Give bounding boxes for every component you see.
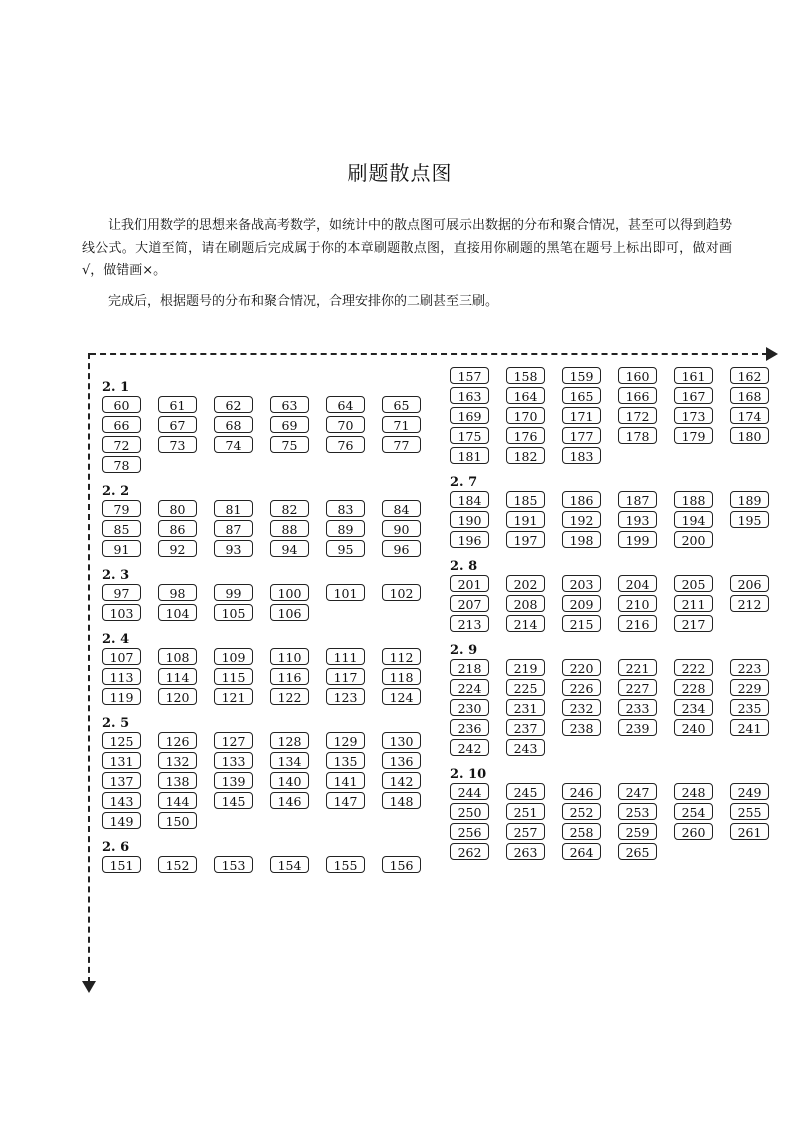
question-number-box[interactable]: 219 xyxy=(506,659,545,676)
number-grid xyxy=(102,856,432,873)
question-number-box[interactable]: 200 xyxy=(674,531,713,548)
question-number-box[interactable]: 106 xyxy=(270,604,309,621)
question-number-box[interactable]: 147 xyxy=(326,792,365,809)
question-number-box[interactable]: 86 xyxy=(158,520,197,537)
question-number-box[interactable]: 113 xyxy=(102,668,141,685)
question-number-box[interactable]: 65 xyxy=(382,396,421,413)
question-number-box[interactable]: 91 xyxy=(102,540,141,557)
question-number-box[interactable]: 94 xyxy=(270,540,309,557)
question-number-box[interactable]: 168 xyxy=(730,387,769,404)
question-number-box[interactable]: 135 xyxy=(326,752,365,769)
question-number-box[interactable]: 121 xyxy=(214,688,253,705)
number-grid xyxy=(450,575,780,632)
question-number-box[interactable]: 76 xyxy=(326,436,365,453)
question-number-box[interactable]: 232 xyxy=(562,699,601,716)
arrow-right-icon xyxy=(766,347,778,361)
question-number-box[interactable]: 99 xyxy=(214,584,253,601)
question-number-box[interactable]: 238 xyxy=(562,719,601,736)
number-grid xyxy=(450,659,780,756)
question-number-box[interactable]: 231 xyxy=(506,699,545,716)
question-number-box[interactable]: 150 xyxy=(158,812,197,829)
question-number-box[interactable]: 194 xyxy=(674,511,713,528)
question-number-box[interactable]: 175 xyxy=(450,427,489,444)
question-number-box[interactable]: 139 xyxy=(214,772,253,789)
section xyxy=(450,475,780,548)
question-number-box[interactable]: 235 xyxy=(730,699,769,716)
question-number-box[interactable]: 169 xyxy=(450,407,489,424)
question-number-box[interactable]: 155 xyxy=(326,856,365,873)
intro-paragraph-2: 完成后，根据题号的分布和聚合情况，合理安排你的二刷甚至三刷。 xyxy=(108,293,499,309)
question-number-box[interactable]: 124 xyxy=(382,688,421,705)
question-number-box[interactable]: 196 xyxy=(450,531,489,548)
question-number-box[interactable]: 108 xyxy=(158,648,197,665)
question-number-box[interactable]: 157 xyxy=(450,367,489,384)
question-number-box[interactable]: 163 xyxy=(450,387,489,404)
question-number-box[interactable]: 173 xyxy=(674,407,713,424)
question-number-box[interactable]: 120 xyxy=(158,688,197,705)
question-number-box[interactable]: 104 xyxy=(158,604,197,621)
question-number-box[interactable]: 144 xyxy=(158,792,197,809)
question-number-box[interactable]: 115 xyxy=(214,668,253,685)
question-number-box[interactable]: 174 xyxy=(730,407,769,424)
number-grid xyxy=(102,396,432,473)
question-number-box[interactable]: 191 xyxy=(506,511,545,528)
question-number-box[interactable]: 125 xyxy=(102,732,141,749)
question-number-box[interactable]: 93 xyxy=(214,540,253,557)
question-number-box[interactable]: 260 xyxy=(674,823,713,840)
question-number-box[interactable]: 222 xyxy=(674,659,713,676)
question-number-box[interactable]: 256 xyxy=(450,823,489,840)
question-number-box[interactable]: 132 xyxy=(158,752,197,769)
question-number-box[interactable]: 83 xyxy=(326,500,365,517)
question-number-box[interactable]: 177 xyxy=(562,427,601,444)
question-number-box[interactable]: 248 xyxy=(674,783,713,800)
question-number-box[interactable]: 162 xyxy=(730,367,769,384)
question-number-box[interactable]: 145 xyxy=(214,792,253,809)
question-number-box[interactable]: 203 xyxy=(562,575,601,592)
question-number-box[interactable]: 109 xyxy=(214,648,253,665)
question-number-box[interactable]: 102 xyxy=(382,584,421,601)
question-number-box[interactable]: 61 xyxy=(158,396,197,413)
question-number-box[interactable]: 184 xyxy=(450,491,489,508)
question-number-box[interactable]: 64 xyxy=(326,396,365,413)
number-grid xyxy=(450,491,780,548)
section xyxy=(450,559,780,632)
question-number-box[interactable]: 165 xyxy=(562,387,601,404)
question-number-box[interactable]: 264 xyxy=(562,843,601,860)
question-number-box[interactable]: 60 xyxy=(102,396,141,413)
question-number-box[interactable]: 195 xyxy=(730,511,769,528)
question-number-box[interactable]: 263 xyxy=(506,843,545,860)
question-number-box[interactable]: 85 xyxy=(102,520,141,537)
question-number-box[interactable]: 176 xyxy=(506,427,545,444)
question-number-box[interactable]: 107 xyxy=(102,648,141,665)
question-number-box[interactable]: 201 xyxy=(450,575,489,592)
question-number-box[interactable]: 183 xyxy=(562,447,601,464)
page-title: 刷题散点图 xyxy=(347,161,453,185)
question-number-box[interactable]: 182 xyxy=(506,447,545,464)
question-number-box[interactable]: 241 xyxy=(730,719,769,736)
question-number-box[interactable]: 111 xyxy=(326,648,365,665)
question-number-box[interactable]: 97 xyxy=(102,584,141,601)
dashed-top-axis xyxy=(90,353,768,355)
question-number-box[interactable]: 164 xyxy=(506,387,545,404)
question-number-box[interactable]: 114 xyxy=(158,668,197,685)
question-number-box[interactable]: 159 xyxy=(562,367,601,384)
question-number-box[interactable]: 246 xyxy=(562,783,601,800)
question-number-box[interactable]: 188 xyxy=(674,491,713,508)
section xyxy=(450,767,780,860)
question-number-box[interactable]: 80 xyxy=(158,500,197,517)
question-number-box[interactable]: 249 xyxy=(730,783,769,800)
question-number-box[interactable]: 230 xyxy=(450,699,489,716)
question-number-box[interactable]: 170 xyxy=(506,407,545,424)
question-number-box[interactable]: 123 xyxy=(326,688,365,705)
question-number-box[interactable]: 92 xyxy=(158,540,197,557)
question-number-box[interactable]: 227 xyxy=(618,679,657,696)
question-number-box[interactable]: 140 xyxy=(270,772,309,789)
question-number-box[interactable]: 149 xyxy=(102,812,141,829)
question-number-box[interactable]: 129 xyxy=(326,732,365,749)
question-number-box[interactable]: 90 xyxy=(382,520,421,537)
question-number-box[interactable]: 228 xyxy=(674,679,713,696)
question-number-box[interactable]: 74 xyxy=(214,436,253,453)
question-number-box[interactable]: 128 xyxy=(270,732,309,749)
question-number-box[interactable]: 136 xyxy=(382,752,421,769)
question-number-box[interactable]: 179 xyxy=(674,427,713,444)
question-number-box[interactable]: 118 xyxy=(382,668,421,685)
question-number-box[interactable]: 70 xyxy=(326,416,365,433)
question-number-box[interactable]: 67 xyxy=(158,416,197,433)
question-number-box[interactable]: 212 xyxy=(730,595,769,612)
section-label: 2. 4 xyxy=(102,632,130,647)
number-grid xyxy=(450,783,780,860)
question-number-box[interactable]: 110 xyxy=(270,648,309,665)
question-number-box[interactable]: 209 xyxy=(562,595,601,612)
question-number-box[interactable]: 116 xyxy=(270,668,309,685)
question-number-box[interactable]: 71 xyxy=(382,416,421,433)
question-number-box[interactable]: 258 xyxy=(562,823,601,840)
question-number-box[interactable]: 198 xyxy=(562,531,601,548)
question-number-box[interactable]: 220 xyxy=(562,659,601,676)
question-number-box[interactable]: 181 xyxy=(450,447,489,464)
question-number-box[interactable]: 101 xyxy=(326,584,365,601)
question-number-box[interactable]: 156 xyxy=(382,856,421,873)
question-number-box[interactable]: 152 xyxy=(158,856,197,873)
question-number-box[interactable]: 96 xyxy=(382,540,421,557)
question-number-box[interactable]: 130 xyxy=(382,732,421,749)
question-number-box[interactable]: 166 xyxy=(618,387,657,404)
question-number-box[interactable]: 254 xyxy=(674,803,713,820)
question-number-box[interactable]: 257 xyxy=(506,823,545,840)
question-number-box[interactable]: 187 xyxy=(618,491,657,508)
question-number-box[interactable]: 239 xyxy=(618,719,657,736)
section-label: 2. 10 xyxy=(450,767,487,782)
section xyxy=(450,367,780,464)
question-number-box[interactable]: 63 xyxy=(270,396,309,413)
question-number-box[interactable]: 89 xyxy=(326,520,365,537)
arrow-down-icon xyxy=(82,981,96,993)
question-number-box[interactable]: 251 xyxy=(506,803,545,820)
question-number-box[interactable]: 141 xyxy=(326,772,365,789)
question-number-box[interactable]: 82 xyxy=(270,500,309,517)
question-number-box[interactable]: 242 xyxy=(450,739,489,756)
question-number-box[interactable]: 205 xyxy=(674,575,713,592)
question-number-box[interactable]: 189 xyxy=(730,491,769,508)
intro-text xyxy=(82,215,732,313)
question-number-box[interactable]: 77 xyxy=(382,436,421,453)
question-number-box[interactable]: 233 xyxy=(618,699,657,716)
question-number-box[interactable]: 72 xyxy=(102,436,141,453)
question-number-box[interactable]: 171 xyxy=(562,407,601,424)
question-number-box[interactable]: 84 xyxy=(382,500,421,517)
number-grid xyxy=(102,584,432,621)
question-number-box[interactable]: 190 xyxy=(450,511,489,528)
question-number-box[interactable]: 131 xyxy=(102,752,141,769)
question-number-box[interactable]: 68 xyxy=(214,416,253,433)
question-number-box[interactable]: 261 xyxy=(730,823,769,840)
question-number-box[interactable]: 154 xyxy=(270,856,309,873)
question-number-box[interactable]: 236 xyxy=(450,719,489,736)
question-number-box[interactable]: 158 xyxy=(506,367,545,384)
number-grid xyxy=(102,648,432,705)
question-number-box[interactable]: 95 xyxy=(326,540,365,557)
question-number-box[interactable]: 245 xyxy=(506,783,545,800)
intro-paragraph-1: 让我们用数学的思想来备战高考数学，如统计中的散点图可展示出数据的分布和聚合情况，甚至可以得到趋势线公式。大道至简，请在刷题后完成属于你的本章刷题散点图，直接用你刷题的黑笔在题号上标出即可，做对画√，做错画×。 xyxy=(82,218,733,278)
question-number-box[interactable]: 259 xyxy=(618,823,657,840)
section xyxy=(102,632,432,705)
dashed-left-axis xyxy=(88,353,90,983)
right-column xyxy=(450,367,780,871)
question-number-box[interactable]: 192 xyxy=(562,511,601,528)
question-number-box[interactable]: 78 xyxy=(102,456,141,473)
question-number-box[interactable]: 234 xyxy=(674,699,713,716)
question-number-box[interactable]: 133 xyxy=(214,752,253,769)
question-number-box[interactable]: 197 xyxy=(506,531,545,548)
question-number-box[interactable]: 146 xyxy=(270,792,309,809)
question-number-box[interactable]: 253 xyxy=(618,803,657,820)
question-number-box[interactable]: 103 xyxy=(102,604,141,621)
question-number-box[interactable]: 210 xyxy=(618,595,657,612)
question-number-box[interactable]: 247 xyxy=(618,783,657,800)
question-number-box[interactable]: 180 xyxy=(730,427,769,444)
question-number-box[interactable]: 213 xyxy=(450,615,489,632)
section-label: 2. 1 xyxy=(102,380,130,395)
question-number-box[interactable]: 73 xyxy=(158,436,197,453)
section xyxy=(102,568,432,621)
question-number-box[interactable]: 218 xyxy=(450,659,489,676)
question-number-box[interactable]: 142 xyxy=(382,772,421,789)
left-column xyxy=(102,380,432,884)
question-number-box[interactable]: 161 xyxy=(674,367,713,384)
question-number-box[interactable]: 137 xyxy=(102,772,141,789)
question-number-box[interactable]: 112 xyxy=(382,648,421,665)
question-number-box[interactable]: 79 xyxy=(102,500,141,517)
question-number-box[interactable]: 127 xyxy=(214,732,253,749)
question-number-box[interactable]: 252 xyxy=(562,803,601,820)
question-number-box[interactable]: 172 xyxy=(618,407,657,424)
question-number-box[interactable]: 226 xyxy=(562,679,601,696)
section xyxy=(102,380,432,473)
question-number-box[interactable]: 193 xyxy=(618,511,657,528)
section-label: 2. 2 xyxy=(102,484,130,499)
question-number-box[interactable]: 143 xyxy=(102,792,141,809)
question-number-box[interactable]: 240 xyxy=(674,719,713,736)
question-number-box[interactable]: 75 xyxy=(270,436,309,453)
question-number-box[interactable]: 134 xyxy=(270,752,309,769)
question-number-box[interactable]: 204 xyxy=(618,575,657,592)
number-grid xyxy=(102,732,432,829)
question-number-box[interactable]: 178 xyxy=(618,427,657,444)
question-number-box[interactable]: 151 xyxy=(102,856,141,873)
section-label: 2. 3 xyxy=(102,568,130,583)
question-number-box[interactable]: 225 xyxy=(506,679,545,696)
question-number-box[interactable]: 206 xyxy=(730,575,769,592)
question-number-box[interactable]: 221 xyxy=(618,659,657,676)
section xyxy=(450,643,780,756)
question-number-box[interactable]: 207 xyxy=(450,595,489,612)
question-number-box[interactable]: 229 xyxy=(730,679,769,696)
question-number-box[interactable]: 138 xyxy=(158,772,197,789)
question-number-box[interactable]: 265 xyxy=(618,843,657,860)
question-number-box[interactable]: 87 xyxy=(214,520,253,537)
question-number-box[interactable]: 98 xyxy=(158,584,197,601)
section xyxy=(102,484,432,557)
question-number-box[interactable]: 105 xyxy=(214,604,253,621)
question-number-box[interactable]: 186 xyxy=(562,491,601,508)
question-number-box[interactable]: 119 xyxy=(102,688,141,705)
question-number-box[interactable]: 250 xyxy=(450,803,489,820)
question-number-box[interactable]: 153 xyxy=(214,856,253,873)
question-number-box[interactable]: 148 xyxy=(382,792,421,809)
question-number-box[interactable]: 66 xyxy=(102,416,141,433)
question-number-box[interactable]: 214 xyxy=(506,615,545,632)
section-label: 2. 6 xyxy=(102,840,130,855)
question-number-box[interactable]: 185 xyxy=(506,491,545,508)
question-number-box[interactable]: 160 xyxy=(618,367,657,384)
number-grid xyxy=(102,500,432,557)
question-number-box[interactable]: 199 xyxy=(618,531,657,548)
question-number-box[interactable]: 215 xyxy=(562,615,601,632)
question-number-box[interactable]: 100 xyxy=(270,584,309,601)
section xyxy=(102,840,432,873)
question-number-box[interactable]: 69 xyxy=(270,416,309,433)
number-grid xyxy=(450,367,780,464)
question-number-box[interactable]: 88 xyxy=(270,520,309,537)
section-label: 2. 9 xyxy=(450,643,478,658)
question-number-box[interactable]: 237 xyxy=(506,719,545,736)
question-number-box[interactable]: 217 xyxy=(674,615,713,632)
question-number-box[interactable]: 224 xyxy=(450,679,489,696)
question-number-box[interactable]: 167 xyxy=(674,387,713,404)
question-number-box[interactable]: 117 xyxy=(326,668,365,685)
question-number-box[interactable]: 223 xyxy=(730,659,769,676)
question-number-box[interactable]: 208 xyxy=(506,595,545,612)
section-label: 2. 7 xyxy=(450,475,478,490)
question-number-box[interactable]: 262 xyxy=(450,843,489,860)
question-number-box[interactable]: 216 xyxy=(618,615,657,632)
question-number-box[interactable]: 243 xyxy=(506,739,545,756)
section-label: 2. 5 xyxy=(102,716,130,731)
question-number-box[interactable]: 126 xyxy=(158,732,197,749)
section xyxy=(102,716,432,829)
question-number-box[interactable]: 255 xyxy=(730,803,769,820)
question-number-box[interactable]: 244 xyxy=(450,783,489,800)
section-label: 2. 8 xyxy=(450,559,478,574)
question-number-box[interactable]: 62 xyxy=(214,396,253,413)
question-number-box[interactable]: 81 xyxy=(214,500,253,517)
question-number-box[interactable]: 202 xyxy=(506,575,545,592)
question-number-box[interactable]: 122 xyxy=(270,688,309,705)
question-number-box[interactable]: 211 xyxy=(674,595,713,612)
